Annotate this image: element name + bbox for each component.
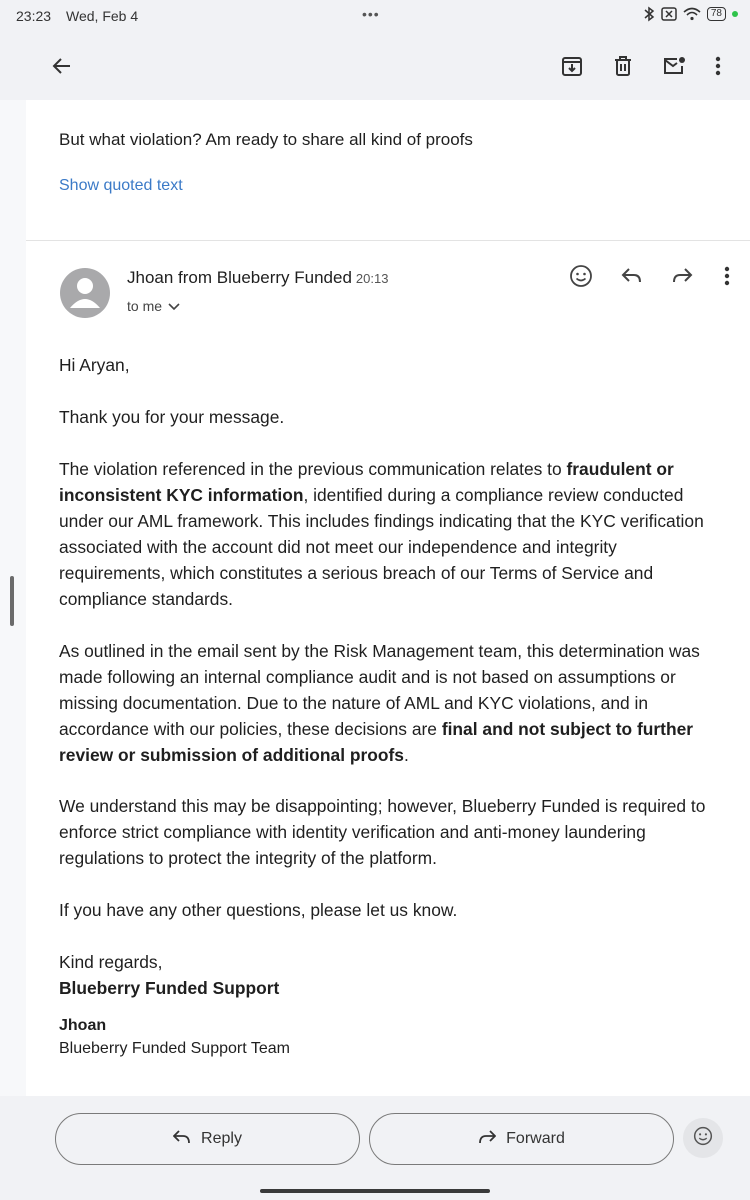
more-options-button[interactable] bbox=[698, 46, 738, 86]
p3-text-b: . bbox=[403, 745, 409, 765]
email-view bbox=[16, 0, 750, 1200]
archive-button[interactable] bbox=[552, 46, 592, 86]
signature-name: Jhoan bbox=[59, 1017, 107, 1034]
avatar[interactable] bbox=[60, 268, 110, 318]
mail-unread-icon bbox=[662, 55, 686, 77]
p2-text-b: , identified during a compliance review conducted under our AML framework. This includes findings indicating that the KYC verification associated with the account did not meet our independence and integrity requirements, which constitutes a serious breach of our Terms of Service and compliance standards. bbox=[59, 485, 704, 609]
forward-icon bbox=[671, 267, 693, 285]
recipients-toggle[interactable] bbox=[127, 298, 180, 314]
p3-bold: final and not subject to further review or submission of additional proofs bbox=[59, 719, 694, 765]
home-indicator[interactable] bbox=[260, 1189, 490, 1193]
top-toolbar bbox=[0, 32, 750, 100]
body-paragraph-2 bbox=[59, 456, 724, 612]
bottom-action-bar bbox=[0, 1096, 750, 1200]
body-paragraph-1: Thank you for your message. bbox=[59, 407, 285, 427]
greeting: Hi Aryan, bbox=[59, 355, 130, 375]
reply-icon bbox=[621, 267, 643, 285]
body-paragraph-5: If you have any other questions, please let us know. bbox=[59, 900, 458, 920]
quoted-text: But what violation? Am ready to share all kind of proofs bbox=[59, 130, 473, 149]
signature-team: Blueberry Funded Support Team bbox=[59, 1040, 290, 1057]
quoted-message bbox=[26, 100, 750, 240]
bluetooth-icon bbox=[643, 6, 655, 22]
status-time: 23:23 bbox=[16, 8, 52, 24]
wifi-icon bbox=[683, 7, 701, 21]
add-reaction-button[interactable] bbox=[561, 256, 601, 296]
reply-label: Reply bbox=[201, 1130, 242, 1147]
left-rail bbox=[0, 0, 26, 1200]
closing-signature: Blueberry Funded Support bbox=[59, 978, 280, 998]
emoji-reaction-button[interactable] bbox=[683, 1118, 723, 1158]
p3-text-a: As outlined in the email sent by the Risk Management team, this determination was made following an internal compliance audit and is not based on assumptions or missing documentation. Due to the nature of AML and KYC violations, and in accordance with our policies, these decisions are bbox=[59, 641, 700, 739]
battery-indicator: 78 bbox=[707, 7, 726, 21]
status-date: Wed, Feb 4 bbox=[66, 8, 139, 24]
more-vert-icon bbox=[724, 266, 730, 286]
emoji-icon bbox=[569, 264, 593, 288]
reply-button[interactable] bbox=[55, 1113, 360, 1165]
status-bar bbox=[0, 0, 750, 32]
archive-icon bbox=[561, 55, 583, 77]
forward-icon-button[interactable] bbox=[662, 256, 702, 296]
forward-button[interactable] bbox=[369, 1113, 674, 1165]
sender-name: Jhoan from Blueberry Funded bbox=[127, 268, 352, 287]
mark-unread-button[interactable] bbox=[654, 46, 694, 86]
status-dots: ••• bbox=[362, 6, 380, 22]
more-vert-icon bbox=[715, 56, 721, 76]
body-paragraph-3 bbox=[59, 638, 724, 768]
closing: Kind regards, bbox=[59, 952, 163, 972]
delete-button[interactable] bbox=[603, 46, 643, 86]
p2-bold: fraudulent or inconsistent KYC information bbox=[59, 459, 674, 505]
message-divider bbox=[26, 240, 750, 241]
sim-off-icon bbox=[661, 7, 677, 21]
reply-icon bbox=[173, 1130, 191, 1149]
show-quoted-text-link[interactable]: Show quoted text bbox=[59, 177, 183, 194]
p2-text-a: The violation referenced in the previous communication relates to bbox=[59, 459, 567, 479]
forward-icon bbox=[478, 1130, 496, 1149]
sender-line[interactable] bbox=[127, 268, 388, 288]
message-more-button[interactable] bbox=[707, 256, 747, 296]
recipients-label: to me bbox=[127, 298, 163, 314]
status-icons bbox=[643, 6, 738, 22]
arrow-left-icon bbox=[51, 55, 73, 77]
emoji-icon bbox=[693, 1126, 713, 1151]
back-button[interactable] bbox=[42, 46, 82, 86]
privacy-dot bbox=[732, 11, 738, 17]
trash-icon bbox=[613, 55, 633, 77]
message-time: 20:13 bbox=[355, 271, 389, 286]
reply-icon-button[interactable] bbox=[612, 256, 652, 296]
body-paragraph-4: We understand this may be disappointing; however, Blueberry Funded is required to enforce strict compliance with identity verification and anti-money laundering regulations to protect the integrity of the platform. bbox=[59, 796, 706, 868]
chevron-down-icon bbox=[168, 298, 180, 314]
resize-handle[interactable] bbox=[10, 576, 14, 626]
forward-label: Forward bbox=[506, 1130, 565, 1147]
